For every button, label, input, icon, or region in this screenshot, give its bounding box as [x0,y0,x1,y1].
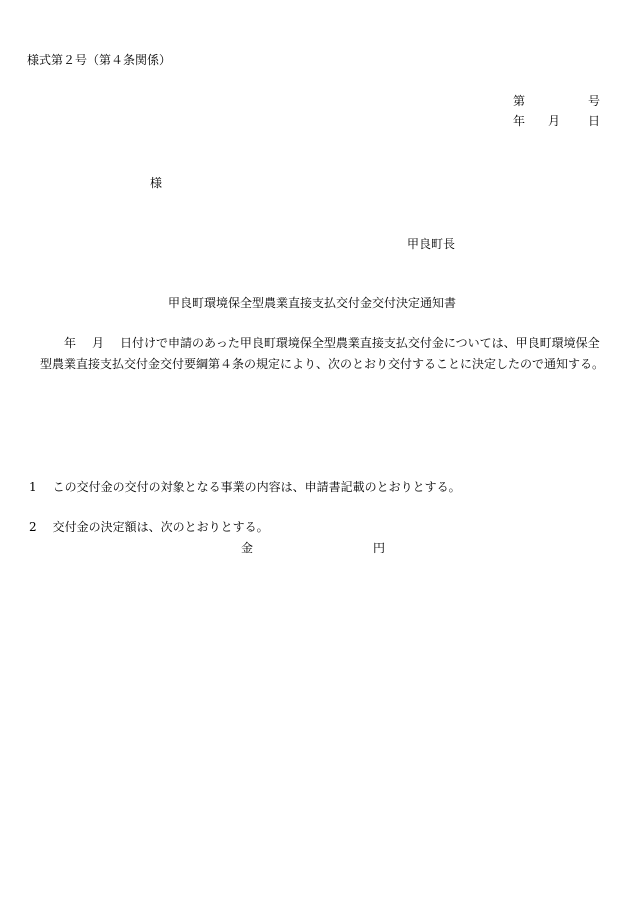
list-item [29,520,269,534]
date-day-label: 日 [588,114,601,128]
item-text: この交付金の交付の対象となる事業の内容は、申請書記載のとおりとする。 [52,480,461,494]
body-date-year: 年 [64,336,77,350]
date-month-label: 月 [548,114,561,128]
item-number: 1 [29,480,37,494]
item-text: 交付金の決定額は、次のとおりとする。 [52,520,269,534]
date-year-label: 年 [513,114,526,128]
list-item [29,480,461,494]
amount-suffix: 円 [373,541,386,555]
recipient-honorific: 様 [150,176,163,190]
body-line-2: 型農業直接支払交付金交付要綱第４条の規定により、次のとおり交付することに決定したので通知する。 [40,357,605,371]
body-line-1 [64,336,600,350]
body-line-1-text: 日付けで申請のあった甲良町環境保全型農業直接支払交付金については、甲良町環境保全 [120,336,600,350]
item-number: 2 [29,520,37,534]
document-number-prefix: 第 [513,94,526,108]
amount-prefix: 金 [241,541,254,555]
sender-title: 甲良町長 [407,237,456,251]
document-number-suffix: 号 [588,94,601,108]
document-title: 甲良町環境保全型農業直接支払交付金交付決定通知書 [168,296,457,310]
body-date-month: 月 [92,336,105,350]
form-number: 様式第２号（第４条関係） [27,53,172,67]
